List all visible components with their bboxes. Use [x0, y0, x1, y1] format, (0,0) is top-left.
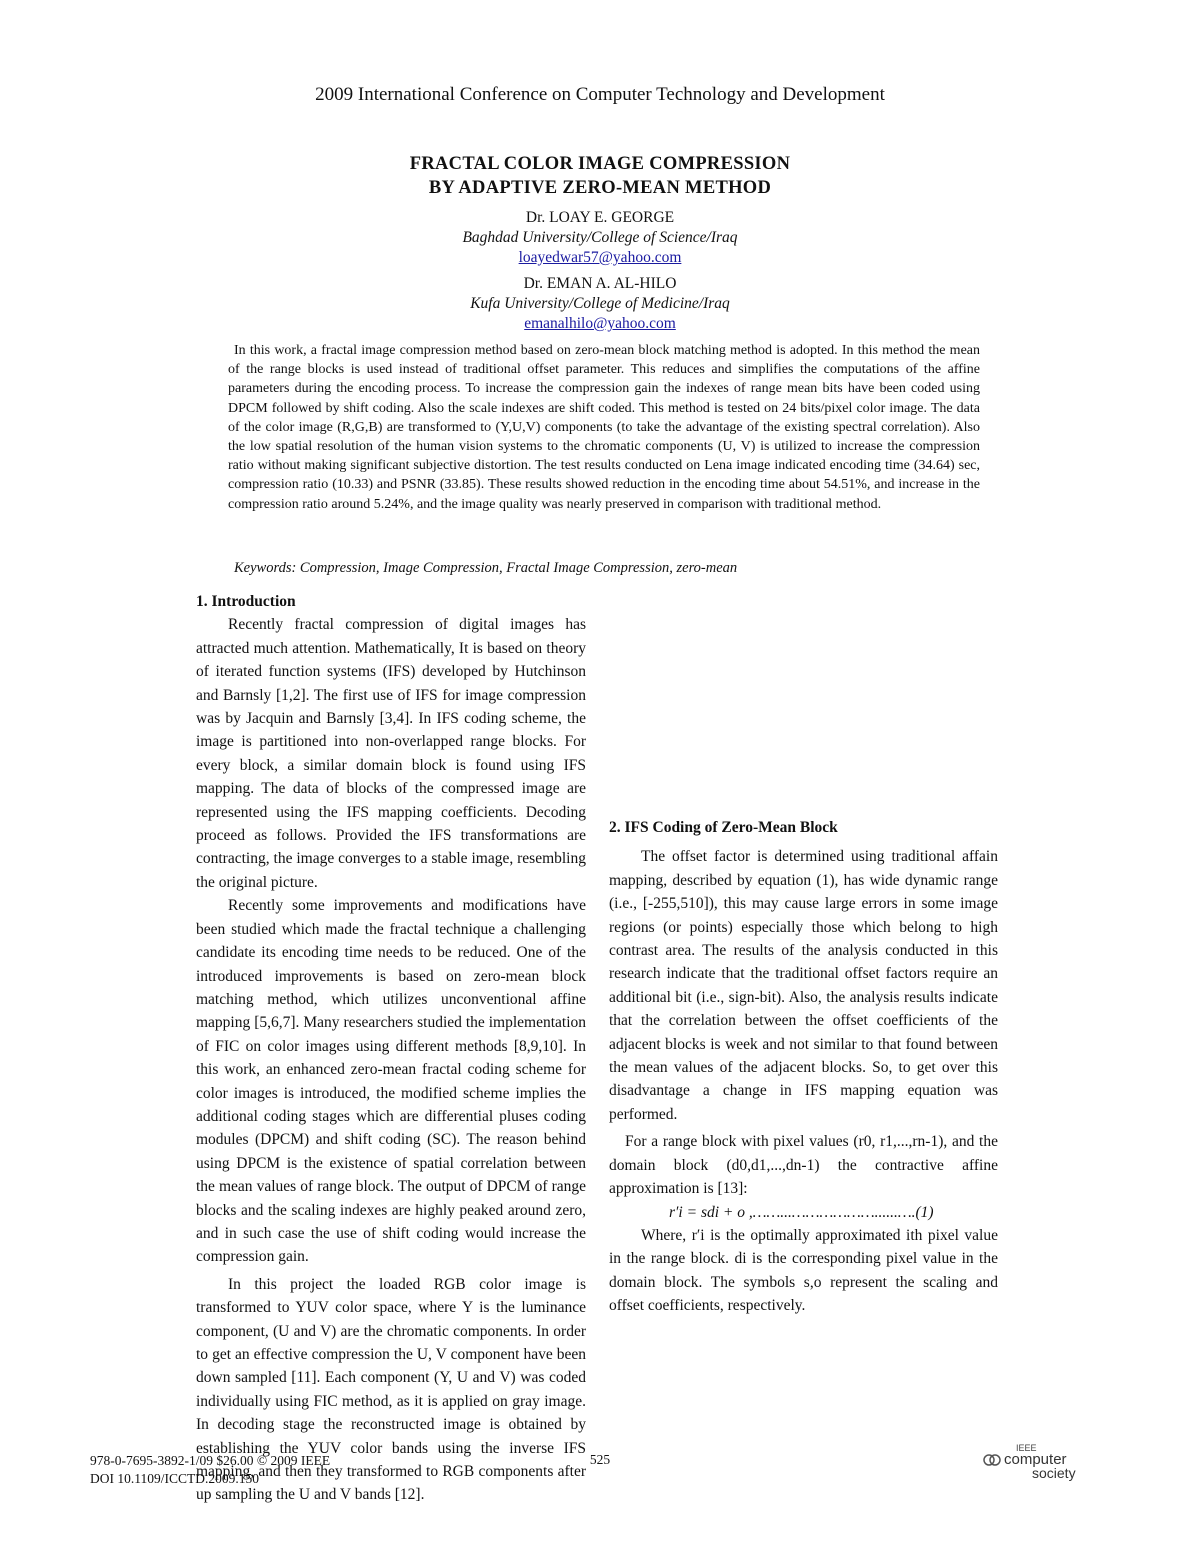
conference-header: 2009 International Conference on Computer Technology and Development	[315, 84, 885, 105]
author-1-name: Dr. LOAY E. GEORGE	[525, 209, 675, 226]
left-column	[196, 590, 586, 1507]
title-line-2: BY ADAPTIVE ZERO-MEAN METHOD	[428, 178, 772, 198]
author-1	[0, 208, 1200, 268]
right-column	[609, 590, 998, 1318]
logo-mark-icon	[982, 1453, 1002, 1467]
ifs-heading: 2. IFS Coding of Zero-Mean Block	[609, 819, 838, 836]
footer-isbn: 978-0-7695-3892-1/09 $26.00 © 2009 IEEE	[90, 1453, 331, 1468]
logo-ieee-text: IEEE	[1016, 1443, 1037, 1453]
intro-paragraph-1: Recently fractal compression of digital images has attracted much attention. Mathematically, It is based on theory of iterated function systems (IFS) developed by Hutchinson and Barnsly [1,2]. The first use of IFS for image compression was by Jacquin and Barnsly [3,4]. In IFS coding scheme, the image is partitioned into non-overlapped range blocks. For every block, a similar domain block is found using IFS mapping. The data of blocks of the compressed image are represented using the IFS mapping coefficients. Decoding proceed as follows. Provided the IFS transformations are contracting, the image converges to a stable image, resembling the original picture.	[196, 616, 586, 891]
ifs-paragraph-3: Where, r′i is the optimally approximated ith pixel value in the range block. di is the corresponding pixel value in the domain block. The symbols s,o represent the scaling and offset coefficients, respectively.	[609, 1226, 998, 1315]
equation-1: r′i = sdi + o ,……...………………......….(1)	[669, 1203, 934, 1221]
intro-paragraph-2: Recently some improvements and modifications have been studied which made the fractal technique a challenging candidate its encoding time needs to be reduced. One of the introduced improvements is based on zero-mean block matching method, which utilizes unconventional affine mapping [5,6,7]. Many researchers studied the implementation of FIC on color images using different methods [8,9,10]. In this work, an enhanced zero-mean fractal coding scheme for color images is introduced, the modified scheme implies the additional coding stages which are differential pluses coding modules (DPCM) and shift coding (SC). The reason behind using DPCM is the existence of spatial correlation between the mean values of range block. The output of DPCM of range blocks and the scaling indexes are highly peaked around zero, and in such case the use of shift coding would increase the compression gain.	[196, 897, 586, 1266]
page-number: 525	[589, 1452, 611, 1467]
ifs-paragraph-1: The offset factor is determined using traditional affain mapping, described by equation (1), has wide dynamic range (i.e., [-255,510]), this may cause large errors in some image regions (or points) especially those which belong to high contrast area. The results of the analysis conducted in this research indicate that the traditional offset factors require an additional bit (i.e., sign-bit). Also, the analysis results indicate that the correlation between the offset coefficients of the adjacent blocks is week and not similar to that found between the mean values of the adjacent blocks. So, to get over this disadvantage a change in IFS mapping equation was performed.	[609, 848, 998, 1123]
author-2-name: Dr. EMAN A. AL-HILO	[523, 275, 677, 292]
abstract-text: In this work, a fractal image compression method based on zero-mean block matching method is adopted. In this method the mean of the range blocks is used instead of traditional offset parameter. This reduces and simplifies the computations of the affine parameters during the encoding process. To increase the compression gain the indexes of range mean bits have been coded using DPCM followed by shift coding. Also the scale indexes are shift coded. This method is tested on 24 bits/pixel color image. The data of the color image (R,G,B) are transformed to (Y,U,V) components (to take the advantage of the existing spectral correlation). Also the low spatial resolution of the human vision systems to the chromatic components (U, V) is utilized to increase the compression ratio without making significant subjective distortion. The test results conducted on Lena image indicated encoding time (34.64) sec, compression ratio (10.33) and PSNR (33.85). These results showed reduction in the encoding time about 54.51%, and increase in the compression ratio around 5.24%, and the image quality was nearly preserved in comparison with traditional method.	[228, 343, 980, 512]
title-line-1: FRACTAL COLOR IMAGE COMPRESSION	[409, 154, 791, 174]
author-2	[0, 274, 1200, 334]
intro-heading: 1. Introduction	[196, 593, 296, 610]
footer-doi: DOI 10.1109/ICCTD.2009.150	[90, 1471, 259, 1486]
ifs-paragraph-2: For a range block with pixel values (r0, r1,...,rn-1), and the domain block (d0,d1,...,dn-1) the contractive affine approximation is [13]:	[609, 1133, 998, 1198]
computer-society-logo	[980, 1443, 1090, 1483]
logo-society-text: society	[1032, 1465, 1076, 1481]
logo-computer-text: computer	[1004, 1451, 1067, 1468]
keywords: Keywords: Compression, Image Compression, Fractal Image Compression, zero-mean	[234, 560, 738, 576]
author-1-email[interactable]: loayedwar57@yahoo.com	[518, 249, 682, 266]
abstract	[228, 341, 980, 514]
author-1-affiliation: Baghdad University/College of Science/Iraq	[462, 229, 738, 246]
paper-title	[0, 152, 1200, 200]
author-2-affiliation: Kufa University/College of Medicine/Iraq	[470, 295, 730, 312]
author-2-email[interactable]: emanalhilo@yahoo.com	[524, 315, 676, 332]
intro-paragraph-3: In this project the loaded RGB color image is transformed to YUV color space, where Y is the luminance component, (U and V) are the chromatic components. In order to get an effective compression the U, V component have been down sampled [11]. Each component (Y, U and V) was coded individually using FIC method, as it is applied on gray image. In decoding stage the reconstructed image is obtained by establishing the YUV color bands using the inverse IFS mapping, and then they transformed to RGB components after up sampling the U and V bands [12].	[196, 1275, 586, 1504]
